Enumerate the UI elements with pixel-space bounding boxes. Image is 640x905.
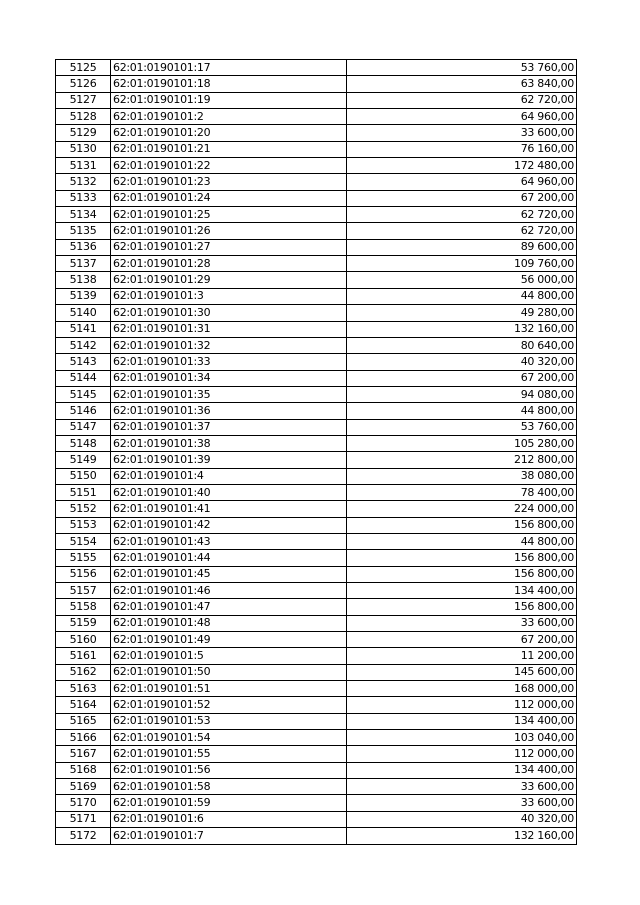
- row-number-cell: 5142: [56, 337, 111, 353]
- table-row: [56, 223, 577, 239]
- value-cell: 109 760,00: [347, 256, 577, 272]
- cadastral-number-cell: 62:01:0190101:32: [111, 337, 347, 353]
- row-number-cell: 5153: [56, 517, 111, 533]
- row-number-cell: 5172: [56, 828, 111, 844]
- table-row: [56, 158, 577, 174]
- table-row: [56, 746, 577, 762]
- cadastral-number-cell: 62:01:0190101:45: [111, 566, 347, 582]
- row-number-cell: 5166: [56, 730, 111, 746]
- row-number-cell: 5151: [56, 484, 111, 500]
- value-cell: 105 280,00: [347, 435, 577, 451]
- table-row: [56, 386, 577, 402]
- table-row: [56, 92, 577, 108]
- table-row: [56, 60, 577, 76]
- value-cell: 62 720,00: [347, 223, 577, 239]
- cadastral-number-cell: 62:01:0190101:23: [111, 174, 347, 190]
- row-number-cell: 5141: [56, 321, 111, 337]
- cadastral-number-cell: 62:01:0190101:33: [111, 354, 347, 370]
- table-row: [56, 713, 577, 729]
- value-cell: 134 400,00: [347, 713, 577, 729]
- row-number-cell: 5138: [56, 272, 111, 288]
- table-row: [56, 583, 577, 599]
- cadastral-number-cell: 62:01:0190101:38: [111, 435, 347, 451]
- cadastral-number-cell: 62:01:0190101:49: [111, 632, 347, 648]
- table-row: [56, 664, 577, 680]
- row-number-cell: 5127: [56, 92, 111, 108]
- cadastral-number-cell: 62:01:0190101:46: [111, 583, 347, 599]
- table-row: [56, 354, 577, 370]
- cadastral-number-cell: 62:01:0190101:21: [111, 141, 347, 157]
- value-cell: 63 840,00: [347, 76, 577, 92]
- value-cell: 67 200,00: [347, 370, 577, 386]
- value-cell: 132 160,00: [347, 321, 577, 337]
- table-row: [56, 566, 577, 582]
- table-row: [56, 533, 577, 549]
- value-cell: 56 000,00: [347, 272, 577, 288]
- row-number-cell: 5155: [56, 550, 111, 566]
- value-cell: 224 000,00: [347, 501, 577, 517]
- table-row: [56, 288, 577, 304]
- table-row: [56, 141, 577, 157]
- value-cell: 53 760,00: [347, 419, 577, 435]
- value-cell: 40 320,00: [347, 354, 577, 370]
- table-row: [56, 370, 577, 386]
- table-row: [56, 648, 577, 664]
- cadastral-number-cell: 62:01:0190101:50: [111, 664, 347, 680]
- value-cell: 132 160,00: [347, 828, 577, 844]
- cadastral-number-cell: 62:01:0190101:59: [111, 795, 347, 811]
- cadastral-number-cell: 62:01:0190101:19: [111, 92, 347, 108]
- cadastral-number-cell: 62:01:0190101:37: [111, 419, 347, 435]
- cadastral-number-cell: 62:01:0190101:48: [111, 615, 347, 631]
- value-cell: 40 320,00: [347, 811, 577, 827]
- cadastral-number-cell: 62:01:0190101:55: [111, 746, 347, 762]
- row-number-cell: 5146: [56, 403, 111, 419]
- cadastral-number-cell: 62:01:0190101:53: [111, 713, 347, 729]
- table-row: [56, 730, 577, 746]
- value-cell: 134 400,00: [347, 762, 577, 778]
- table-row: [56, 697, 577, 713]
- value-cell: 33 600,00: [347, 779, 577, 795]
- value-cell: 33 600,00: [347, 615, 577, 631]
- row-number-cell: 5164: [56, 697, 111, 713]
- row-number-cell: 5134: [56, 207, 111, 223]
- row-number-cell: 5163: [56, 681, 111, 697]
- value-cell: 44 800,00: [347, 533, 577, 549]
- row-number-cell: 5160: [56, 632, 111, 648]
- row-number-cell: 5144: [56, 370, 111, 386]
- cadastral-number-cell: 62:01:0190101:56: [111, 762, 347, 778]
- value-cell: 76 160,00: [347, 141, 577, 157]
- cadastral-number-cell: 62:01:0190101:39: [111, 452, 347, 468]
- row-number-cell: 5133: [56, 190, 111, 206]
- row-number-cell: 5148: [56, 435, 111, 451]
- table-row: [56, 419, 577, 435]
- row-number-cell: 5150: [56, 468, 111, 484]
- table-row: [56, 305, 577, 321]
- cadastral-number-cell: 62:01:0190101:43: [111, 533, 347, 549]
- row-number-cell: 5140: [56, 305, 111, 321]
- row-number-cell: 5145: [56, 386, 111, 402]
- row-number-cell: 5156: [56, 566, 111, 582]
- row-number-cell: 5162: [56, 664, 111, 680]
- table-row: [56, 125, 577, 141]
- cadastral-number-cell: 62:01:0190101:34: [111, 370, 347, 386]
- table-row: [56, 599, 577, 615]
- row-number-cell: 5157: [56, 583, 111, 599]
- value-cell: 168 000,00: [347, 681, 577, 697]
- value-cell: 38 080,00: [347, 468, 577, 484]
- table-row: [56, 272, 577, 288]
- row-number-cell: 5125: [56, 60, 111, 76]
- table-row: [56, 435, 577, 451]
- cadastral-number-cell: 62:01:0190101:6: [111, 811, 347, 827]
- row-number-cell: 5165: [56, 713, 111, 729]
- cadastral-number-cell: 62:01:0190101:44: [111, 550, 347, 566]
- table-row: [56, 337, 577, 353]
- cadastral-number-cell: 62:01:0190101:54: [111, 730, 347, 746]
- cadastral-number-cell: 62:01:0190101:3: [111, 288, 347, 304]
- cadastral-number-cell: 62:01:0190101:18: [111, 76, 347, 92]
- cadastral-number-cell: 62:01:0190101:28: [111, 256, 347, 272]
- value-cell: 78 400,00: [347, 484, 577, 500]
- cadastral-number-cell: 62:01:0190101:4: [111, 468, 347, 484]
- table-row: [56, 174, 577, 190]
- row-number-cell: 5139: [56, 288, 111, 304]
- row-number-cell: 5168: [56, 762, 111, 778]
- value-cell: 145 600,00: [347, 664, 577, 680]
- value-cell: 49 280,00: [347, 305, 577, 321]
- cadastral-number-cell: 62:01:0190101:41: [111, 501, 347, 517]
- row-number-cell: 5130: [56, 141, 111, 157]
- cadastral-number-cell: 62:01:0190101:51: [111, 681, 347, 697]
- row-number-cell: 5136: [56, 239, 111, 255]
- table-row: [56, 239, 577, 255]
- table-row: [56, 615, 577, 631]
- row-number-cell: 5128: [56, 109, 111, 125]
- table-row: [56, 109, 577, 125]
- row-number-cell: 5161: [56, 648, 111, 664]
- row-number-cell: 5143: [56, 354, 111, 370]
- value-cell: 172 480,00: [347, 158, 577, 174]
- row-number-cell: 5129: [56, 125, 111, 141]
- value-cell: 156 800,00: [347, 599, 577, 615]
- value-cell: 62 720,00: [347, 207, 577, 223]
- value-cell: 156 800,00: [347, 550, 577, 566]
- table-row: [56, 632, 577, 648]
- row-number-cell: 5170: [56, 795, 111, 811]
- row-number-cell: 5135: [56, 223, 111, 239]
- row-number-cell: 5159: [56, 615, 111, 631]
- table-row: [56, 484, 577, 500]
- cadastral-number-cell: 62:01:0190101:26: [111, 223, 347, 239]
- value-cell: 156 800,00: [347, 517, 577, 533]
- value-cell: 89 600,00: [347, 239, 577, 255]
- table-row: [56, 468, 577, 484]
- cadastral-number-cell: 62:01:0190101:42: [111, 517, 347, 533]
- row-number-cell: 5152: [56, 501, 111, 517]
- cadastral-number-cell: 62:01:0190101:17: [111, 60, 347, 76]
- cadastral-number-cell: 62:01:0190101:24: [111, 190, 347, 206]
- table-row: [56, 207, 577, 223]
- value-cell: 112 000,00: [347, 746, 577, 762]
- value-cell: 94 080,00: [347, 386, 577, 402]
- value-cell: 156 800,00: [347, 566, 577, 582]
- row-number-cell: 5147: [56, 419, 111, 435]
- value-cell: 64 960,00: [347, 174, 577, 190]
- row-number-cell: 5132: [56, 174, 111, 190]
- cadastral-number-cell: 62:01:0190101:31: [111, 321, 347, 337]
- cadastral-number-cell: 62:01:0190101:30: [111, 305, 347, 321]
- row-number-cell: 5158: [56, 599, 111, 615]
- value-cell: 80 640,00: [347, 337, 577, 353]
- cadastral-number-cell: 62:01:0190101:36: [111, 403, 347, 419]
- table-row: [56, 76, 577, 92]
- value-cell: 112 000,00: [347, 697, 577, 713]
- table-row: [56, 190, 577, 206]
- table-body: [56, 60, 577, 845]
- value-cell: 11 200,00: [347, 648, 577, 664]
- row-number-cell: 5137: [56, 256, 111, 272]
- value-cell: 44 800,00: [347, 288, 577, 304]
- table-row: [56, 828, 577, 844]
- row-number-cell: 5149: [56, 452, 111, 468]
- cadastral-number-cell: 62:01:0190101:47: [111, 599, 347, 615]
- row-number-cell: 5169: [56, 779, 111, 795]
- table-row: [56, 321, 577, 337]
- cadastral-number-cell: 62:01:0190101:58: [111, 779, 347, 795]
- table-row: [56, 795, 577, 811]
- value-cell: 67 200,00: [347, 190, 577, 206]
- table-row: [56, 811, 577, 827]
- value-cell: 103 040,00: [347, 730, 577, 746]
- table-row: [56, 762, 577, 778]
- cadastral-number-cell: 62:01:0190101:52: [111, 697, 347, 713]
- cadastral-number-cell: 62:01:0190101:25: [111, 207, 347, 223]
- table-row: [56, 779, 577, 795]
- value-cell: 44 800,00: [347, 403, 577, 419]
- table-row: [56, 403, 577, 419]
- value-cell: 53 760,00: [347, 60, 577, 76]
- row-number-cell: 5131: [56, 158, 111, 174]
- value-cell: 212 800,00: [347, 452, 577, 468]
- value-cell: 64 960,00: [347, 109, 577, 125]
- table-row: [56, 501, 577, 517]
- table-row: [56, 517, 577, 533]
- value-cell: 62 720,00: [347, 92, 577, 108]
- row-number-cell: 5154: [56, 533, 111, 549]
- row-number-cell: 5167: [56, 746, 111, 762]
- cadastral-number-cell: 62:01:0190101:35: [111, 386, 347, 402]
- cadastral-number-cell: 62:01:0190101:5: [111, 648, 347, 664]
- cadastral-number-cell: 62:01:0190101:40: [111, 484, 347, 500]
- row-number-cell: 5126: [56, 76, 111, 92]
- value-cell: 33 600,00: [347, 125, 577, 141]
- cadastral-value-table: [55, 59, 577, 845]
- value-cell: 67 200,00: [347, 632, 577, 648]
- cadastral-number-cell: 62:01:0190101:22: [111, 158, 347, 174]
- row-number-cell: 5171: [56, 811, 111, 827]
- cadastral-number-cell: 62:01:0190101:29: [111, 272, 347, 288]
- table-row: [56, 256, 577, 272]
- cadastral-number-cell: 62:01:0190101:27: [111, 239, 347, 255]
- cadastral-number-cell: 62:01:0190101:2: [111, 109, 347, 125]
- value-cell: 33 600,00: [347, 795, 577, 811]
- table-row: [56, 550, 577, 566]
- cadastral-number-cell: 62:01:0190101:20: [111, 125, 347, 141]
- table-row: [56, 681, 577, 697]
- value-cell: 134 400,00: [347, 583, 577, 599]
- table-row: [56, 452, 577, 468]
- cadastral-number-cell: 62:01:0190101:7: [111, 828, 347, 844]
